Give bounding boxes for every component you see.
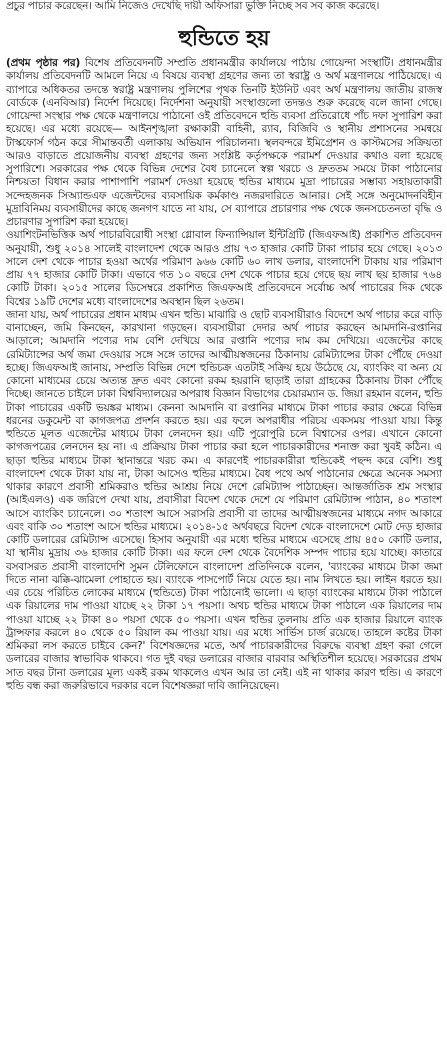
continued-marker: (প্রথম পৃষ্ঠার পর)	[6, 57, 81, 69]
article-paragraph	[6, 57, 442, 229]
previous-article-tail: প্রচুর পাচার করেছেন। আমি নিজেও দেখেছি দায়ী অফিসারা ভুক্তি নিচ্ছে সব সব কাজ করেছে।	[6, 0, 380, 12]
headline: হুন্ডিতে হয়	[178, 25, 270, 50]
article-paragraph: জানা যায়, অর্থ পাচারের প্রধান মাধ্যম এখন হুন্ডি। মাঝারি ও ছোট ব্যবসায়ীরাও বিদেশে অর্থ পাচার করে বাড়ি বানাচ্ছেন, জমি কিনছেন, কারখানা গড়ছেন। ব্যবসায়ীরা দেদার অর্থ পাচার করছেন আমদানি-রপ্তানির আড়ালে; আমদানি পণ্যের দাম বেশি দেখিয়ে আর রপ্তানি পণ্যের দাম কম দেখিয়ে। এজেন্টের কাছে রেমিট্যান্সের অর্থ জমা দেওয়ার সঙ্গে সঙ্গে তাদের আত্মীয়স্বজনের ঠিকানায় রেমিট্যান্সের টাকা পৌঁছে দেওয়া হচ্ছে। জিএফআই জানায়, সম্প্রতি বিভিন্ন দেশে হুন্ডিচক্র এতটাই সক্রিয় হয়ে উঠেছে যে, ব্যাংকিং বা অন্য যে কোনো মাধ্যমের চেয়ে অত্যন্ত দ্রুত এবং কোনো রকম হয়রানি ছাড়াই তারা গ্রাহকের ঠিকানায় টাকা পৌঁছে দিচ্ছে। জানতে চাইলে ঢাকা বিশ্ববিদ্যালয়ের অপরাধ বিজ্ঞান বিভাগের চেয়ারম্যান ড. জিয়া রহমান বলেন, হুন্ডি টাকা পাচারের একটি ভয়ঙ্কর মাধ্যম। কেননা আমদানি বা রপ্তানির মাধ্যমে টাকা পাচার করার ক্ষেত্রে বিভিন্ন ধরনের ডকুমেন্ট বা কাগজপত্র প্রদর্শন করতে হয়। এর ফলে অপরাধীর পরিচয় একসময় পাওয়া যায়। কিন্তু হুন্ডিতে মূলত এজেন্টের মাধ্যমে টাকা লেনদেন হয়। এটি পুরোপুরি চলে বিশ্বাসের ওপর। এখানে কোনো কাগজপত্রের লেনদেন হয় না। এ প্রক্রিয়ায় টাকা পাচার করা হলে পাচারকারীদের শনাক্ত করা খুবই কঠিন। এ ছাড়া হুন্ডির মাধ্যমে টাকা স্থানান্তরে খরচ কম। এ কারণেই পাচারকারীরা হুন্ডিকেই পছন্দ করে বেশি। শুধু বাংলাদেশ থেকে টাকা যায় না, টাকা আসেও হুন্ডির মাধ্যমে। বৈধ পথে অর্থ পাঠানোর ক্ষেত্রে অনেক সমস্যা থাকার কারণে প্রবাসী শ্রমিকরাও হুন্ডির আশ্রয় নিয়ে দেশে রেমিট্যান্স পাঠাচ্ছেন। আন্তর্জাতিক শ্রম সংস্থার (আইএলও) এক জরিপে দেখা যায়, প্রবাসীরা বিদেশ থেকে দেশে যে পরিমাণ রেমিট্যান্স পাঠান, ৪০ শতাংশ আসে ব্যাংকিং চ্যানেলে। ৩০ শতাংশ আসে সরাসরি প্রবাসী বা তাদের আত্মীয়স্বজনের মাধ্যমে নগদ আকারে এবং বাকি ৩০ শতাংশ আসে হুন্ডির মাধ্যমে। ২০১৪-১৫ অর্থবছরে বিদেশ থেকে বাংলাদেশে মোট দেড় হাজার কোটি ডলারের রেমিট্যান্স এসেছে। হিসাব অনুযায়ী এর মধ্যে হুন্ডির মাধ্যমে এসেছে প্রায় ৪৫০ কোটি ডলার, যা স্থানীয় মুদ্রায় ৩৬ হাজার কোটি টাকা। এর ফলে দেশ থেকে বৈদেশিক সম্পদ পাচার হয়ে যাচ্ছে। কাতারে বসবাসরত প্রবাসী বাংলাদেশি সুমন টেলিফোনে বাংলাদেশ প্রতিদিনকে বলেন, 'ব্যাংকের মাধ্যমে টাকা জমা দিতে নানা ঝক্কি-ঝামেলা পোহাতে হয়। ব্যাংকে পাসপোর্ট নিয়ে যেতে হয়। নাম লিখতে হয়। লাইন ধরতে হয়। এর চেয়ে পরিচিত লোকের মাধ্যমে (হুন্ডিতে) টাকা পাঠানোই ভালো। এ ছাড়া ব্যাংকের মাধ্যমে টাকা পাঠালে এক রিয়ালের দাম পাওয়া যাচ্ছে ২২ টাকা ১৭ পয়সা। অথচ হুন্ডির মাধ্যমে টাকা পাঠালে এক রিয়ালের দাম পাওয়া যাচ্ছে ২২ টাকা ৪০ পয়সা থেকে ৫০ পয়সা। এখন হুন্ডির তুলনায় প্রতি এক হাজার রিয়ালে ব্যাংক ট্রান্সফার করলে ৪০ থেকে ৫০ রিয়াল কম পাওয়া যায়। এর মধ্যে সার্ভিস চার্জ রয়েছে। তাহলে কষ্টের টাকা শ্রমিকরা লস করতে চাইবে কেন?' বিশেষজ্ঞদের মতে, অর্থ পাচারকারীদের বিরুদ্ধে ব্যবস্থা গ্রহণ করা গেলে ডলারের বাজার স্বাভাবিক থাকবে। গত দুই বছর ডলারের বাজার বারবার অস্থিতিশীল হয়েছে। সরকারের প্রথম সাত বছর টানা ডলারের মূল্য একই রকম থাকলেও এখন আর তা নেই। এই না থাকার কারণ হুন্ডি। এ কারণে হুন্ডি বন্ধ করা জরুরিভাবে দরকার বলে বিশেষজ্ঞরা দাবি জানিয়েছেন।	[6, 308, 442, 692]
article-paragraph: ওয়াশিংটনভিত্তিক অর্থ পাচারবিরোধী সংস্থা গ্লোবাল ফিন্যান্সিয়াল ইন্টিগ্রিটি (জিএফআই) প্রকাশিত প্রতিবেদন অনুযায়ী, শুধু ২০১৪ সালেই বাংলাদেশ থেকে আরও প্রায় ৭৩ হাজার কোটি টাকা পাচার হয়ে গেছে। ২০১৩ সালে দেশ থেকে পাচার হওয়া অর্থের পরিমাণ ৯৬৬ কোটি ৬০ লাখ ডলার, বাংলাদেশি টাকায় যার পরিমাণ প্রায় ৭৭ হাজার কোটি টাকা। এভাবে গত ১০ বছরে দেশ থেকে পাচার হয়ে গেছে ছয় লাখ ছয় হাজার ৭৬৪ কোটি টাকা। ২০১৫ সালের ডিসেম্বরে প্রকাশিত জিএফআই প্রতিবেদনে সর্বোচ্চ অর্থ পাচারের দিক থেকে বিশ্বের ১৯টি দেশের মধ্যে বাংলাদেশের অবস্থান ছিল ২৬তম।	[6, 229, 442, 308]
paragraph-text: বিশেষ প্রতিবেদনটি সম্প্রতি প্রধানমন্ত্রীর কার্যালয়ে পাঠায় গোয়েন্দা সংস্থাটি। প্রধানমন্ত্রীর কার্যালয় প্রতিবেদনটি আমলে নিয়ে এ বিষয়ে ব্যবস্থা গ্রহণের জন্য তা স্বরাষ্ট্র ও অর্থ মন্ত্রণালয়ে পাঠিয়েছে। এ ব্যাপারে অধিকতর তদন্তে স্বরাষ্ট্র মন্ত্রণালয় পুলিশের পৃথক তিনটি ইউনিট এবং অর্থ মন্ত্রণালয় জাতীয় রাজস্ব বোর্ডকে (এনবিআর) নির্দেশ দিয়েছে। নির্দেশনা অনুযায়ী সংস্থাগুলো তদন্তও শুরু করেছে বলে জানা গেছে। গোয়েন্দা সংস্থার পক্ষ থেকে মন্ত্রণালয়ে পাঠানো ওই প্রতিবেদনে হুন্ডি ব্যবসা প্রতিরোধে পাঁচ দফা সুপারিশ করা হয়েছে। এর মধ্যে রয়েছে— আইনশৃঙ্খলা রক্ষাকারী বাহিনী, র‌্যাব, বিজিবি ও স্থানীয় প্রশাসনের সমন্বয়ে টাস্কফোর্স গঠন করে সীমান্তবর্তী এলাকায় অভিযান পরিচালনা। স্থলবন্দরে ইমিগ্রেশন ও কাস্টমসের সক্রিয়তা আরও বাড়াতে প্রয়োজনীয় ব্যবস্থা গ্রহণের জন্য সংশ্লিষ্ট কর্তৃপক্ষকে পরামর্শ দেওয়ার কথাও বলা হয়েছে সুপারিশে। সরকারের পক্ষ থেকে বিভিন্ন দেশের বৈধ চ্যানেলে স্বল্প খরচে ও দ্রুততম সময়ে টাকা পাঠানোর নিশ্চয়তা বিধান করার পাশাপাশি পরামর্শ দেওয়া হয়েছে হুন্ডির মাধ্যমে মুদ্রা পাচারের সম্ভাব্য সহায়তাকারী সন্দেহজনক সিঅ্যান্ডএফ এজেন্টদের ব্যবসায়িক কর্মকাণ্ড নজরদারিতে আনার। সেই সঙ্গে অনুমোদনবিহীন মুদ্রাবিনিময় ব্যবসায়ীদের কাছে জনগণ যাতে না যায়, সে ব্যাপারে প্রচারণার পক্ষ থেকে জনসচেতনতা বৃদ্ধি ও প্রচারণার সুপারিশ করা হয়েছে।	[6, 57, 442, 228]
article-body	[6, 57, 442, 693]
